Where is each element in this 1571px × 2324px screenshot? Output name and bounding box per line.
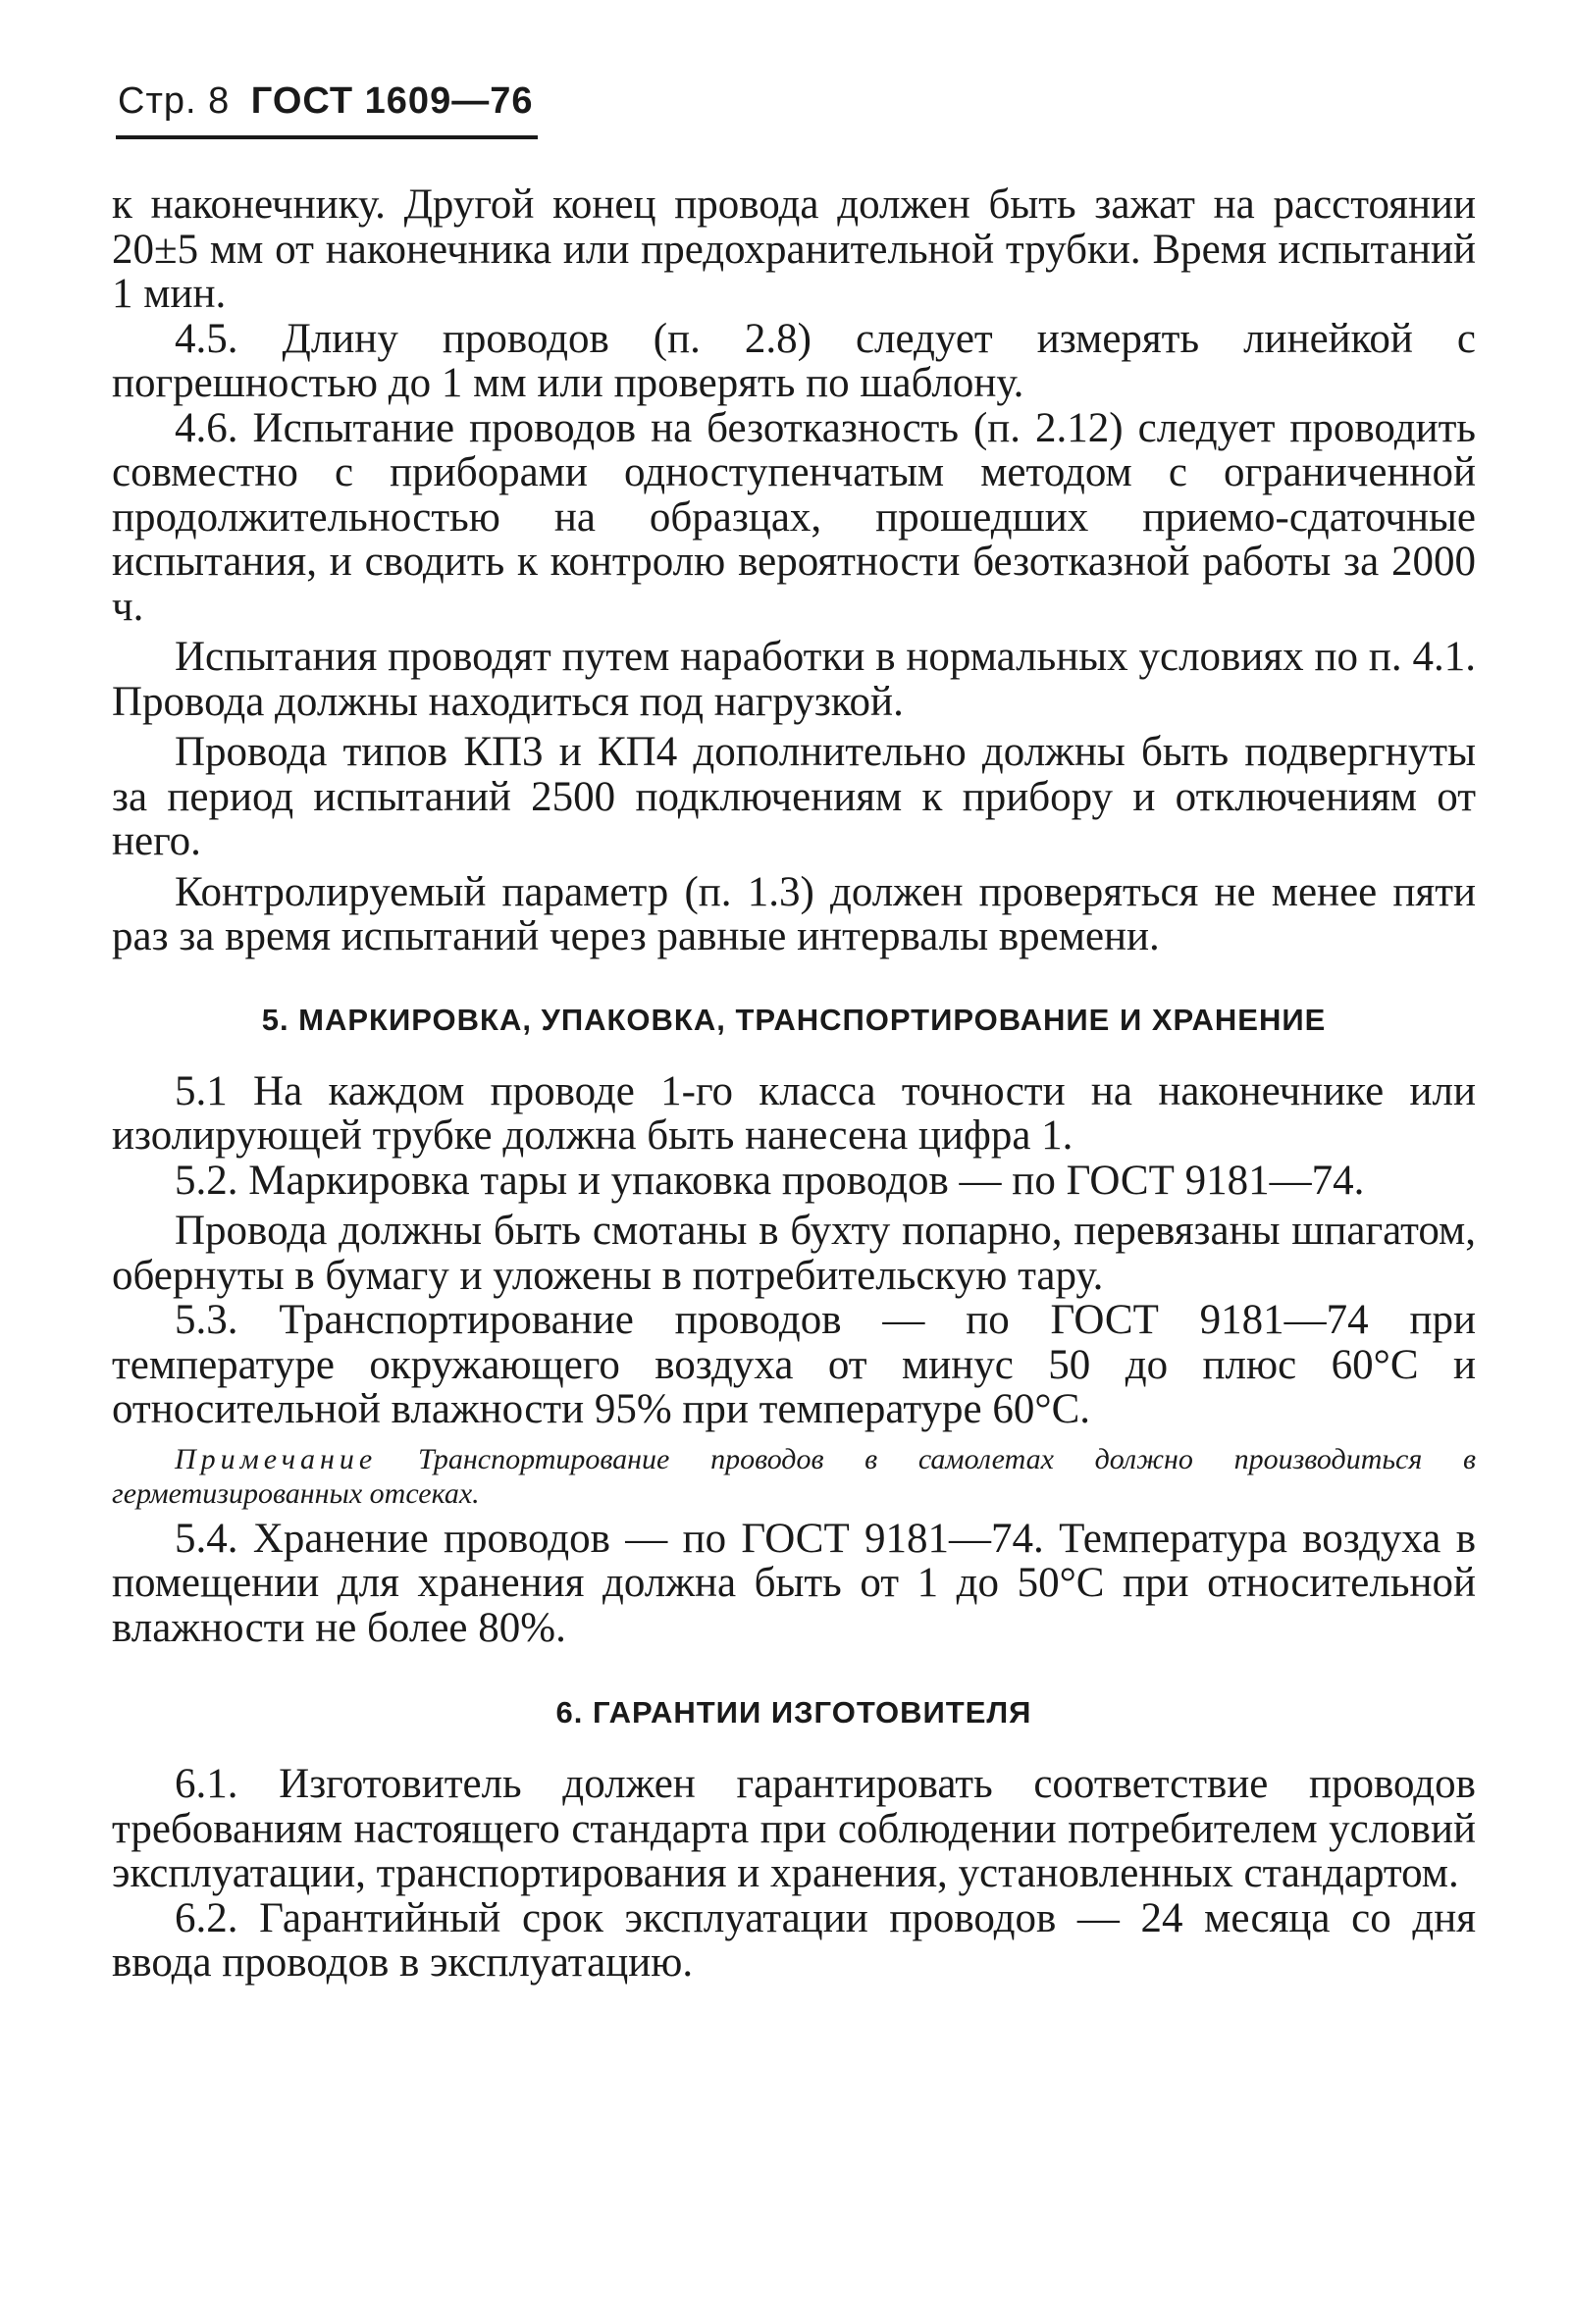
paragraph-5-4: 5.4. Хранение проводов — по ГОСТ 9181—74. Температура воздуха в помещении для хранения должна быть от 1 до 50°С при относительной влажности не более 80%. [112,1515,1476,1651]
page-number: Стр. 8 [118,80,231,122]
paragraph-4-6: 4.6. Испытание проводов на безотказность (п. 2.12) следует проводить совместно с приборами одноступенчатым методом с ограниченной продолжительностью на образцах, прошедших приемо-сдаточные испытания, и сводить к контролю вероятности безотказной работы за 2000 ч. [112,404,1476,630]
paragraph-6-1: 6.1. Изготовитель должен гарантировать соответствие проводов требованиям настоящего стандарта при соблюдении потребителем условий эксплуатации, транспортирования и хранения, установленных стандартом. [112,1761,1476,1896]
note-label: Примечание [175,1442,378,1475]
paragraph-4-6-parameter: Контролируемый параметр (п. 1.3) должен проверяться не менее пяти раз за время испытаний через равные интервалы времени. [112,868,1476,959]
page-header [118,80,533,123]
document-body [112,182,1476,1986]
paragraph-4-6-types: Провода типов КП3 и КП4 дополнительно должны быть подвергнуты за период испытаний 2500 подключениям к прибору и отключениям от него. [112,729,1476,864]
section-6-heading: 6. ГАРАНТИИ ИЗГОТОВИТЕЛЯ [555,1695,1032,1730]
paragraph-5-1: 5.1 На каждом проводе 1-го класса точности на наконечнике или изолирующей трубке должна быть нанесена цифра 1. [112,1067,1476,1159]
paragraph-5-3: 5.3. Транспортирование проводов — по ГОСТ 9181—74 при температуре окружающего воздуха от минус 50 до плюс 60°С и относительной влажности 95% при температуре 60°С. [112,1297,1476,1432]
standard-number: ГОСТ 1609—76 [250,80,534,122]
paragraph-continuation: к наконечнику. Другой конец провода должен быть зажат на расстоянии 20±5 мм от наконечника или предохранительной трубки. Время испытаний 1 мин. [112,181,1476,317]
paragraph-5-2: 5.2. Маркировка тары и упаковка проводов — по ГОСТ 9181—74. [175,1157,1365,1204]
note-text: Транспортирование проводов в самолетах должно производиться в герметизированных отсеках. [112,1442,1477,1510]
header-rule [116,135,538,139]
paragraph-4-6-tests: Испытания проводят путем наработки в нормальных условиях по п. 4.1. Провода должны находиться под нагрузкой. [112,634,1476,725]
note [112,1442,1476,1511]
section-5-heading: 5. МАРКИРОВКА, УПАКОВКА, ТРАНСПОРТИРОВАНИЕ И ХРАНЕНИЕ [261,1002,1327,1037]
paragraph-5-2-packing: Провода должны быть смотаны в бухту попарно, перевязаны шпагатом, обернуты в бумагу и уложены в потребительскую тару. [112,1208,1476,1299]
paragraph-6-2: 6.2. Гарантийный срок эксплуатации проводов — 24 месяца со дня ввода проводов в эксплуатацию. [112,1894,1476,1986]
paragraph-4-5: 4.5. Длину проводов (п. 2.8) следует измерять линейкой с погрешностью до 1 мм или проверять по шаблону. [112,315,1476,406]
